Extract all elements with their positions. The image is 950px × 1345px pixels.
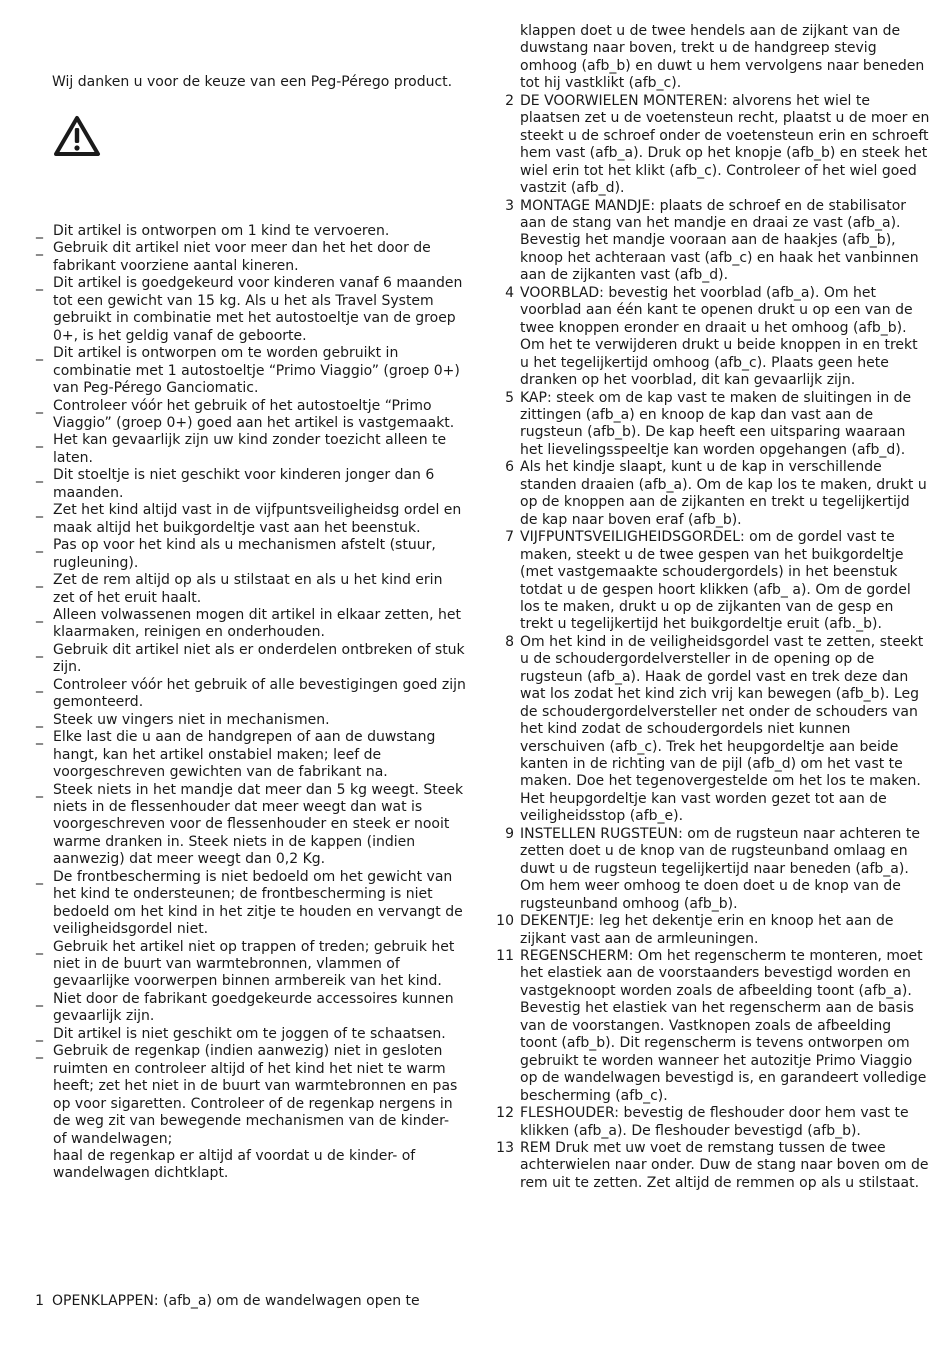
step-text: KAP: steek om de kap vast te maken de sluitingen in de zittingen (afb_a) en knoop de kap dan vast aan de rugsteun (afb_b). De kap heeft een uitsparing waaraan het lievelingsspeeltje kan worden opgehangen (afb_d). [520,389,912,458]
warning-text: Dit stoeltje is niet geschikt voor kinderen jonger dan 6 maanden. [53,467,435,501]
warning-text: Steek niets in het mandje dat meer dan 5 kg weegt. Steek niets in de flessenhouder dat meer weegt dan wat is voorgeschreven voor de flessenhouder en steek er nooit warme dranken in. Steek niets in de kappen (indien aanwezig) dat meer weegt dan 0,2 Kg. [53,781,464,868]
step-number: 13 [496,1140,514,1156]
step-item [490,1140,930,1192]
bullet-dash: _ [36,868,43,885]
step-item [490,390,930,460]
bullet-dash: _ [36,606,43,623]
warning-text: Dit artikel is ontworpen om 1 kind te vervoeren. [53,223,390,239]
warning-item [36,223,466,240]
bullet-dash: _ [36,676,43,693]
step-item [490,1105,930,1140]
bullet-dash: _ [36,467,43,484]
step-item [490,826,930,913]
step-item [34,1293,464,1310]
warning-item [36,782,466,869]
step-text: Als het kindje slaapt, kunt u de kap in verschillende standen draaien (afb_a). Om de kap los te maken, drukt u op de knoppen aan de zijkanten en trekt u tegelijkertijd de kap naar boven eraf (afb_b). [520,459,927,528]
warning-item [36,275,466,345]
step-number: 10 [496,913,514,930]
warning-item [36,642,466,677]
warning-text: Gebruik dit artikel niet als er onderdelen ontbreken of stuk zijn. [53,641,465,676]
step-text: VOORBLAD: bevestig het voorblad (afb_a). Om het voorblad aan één kant te openen drukt u op een van de twee knoppen eronder en draait u het omhoog (afb_b). Om het te verwijderen drukt u beide knoppen in en trekt u het tegelijkertijd omhoog (afb_c). Plaats geen hete dranken op het voorblad, dit kan gevaarlijk zijn. [520,284,918,389]
warning-item [36,398,466,433]
step-item [490,459,930,529]
steps-list-column-1 [34,1293,464,1310]
warning-item [36,537,466,572]
bullet-dash: _ [36,572,43,589]
step-text: klappen doet u de twee hendels aan de zijkant van de duwstang naar boven, trekt u de handgreep stevig omhoog (afb_b) en duwt u hem vervolgens naar beneden tot hij vastklikt (afb_c). [520,23,925,92]
step-text: Om het kind in de veiligheidsgordel vast te zetten, steekt u de schoudergordelversteller in de opening op de rugsteun (afb_a). Haak de gordel vast en trek deze dan wat los zodat het kind zich vrij kan bewegen (afb_b). Leg de schoudergordelversteller net onder de schouders van het kind zodat de schoudergordels niet kunnen verschuiven (afb_c). Trek het heupgordeltje aan beide kanten in de richting van de pijl (afb_d) om het vast te maken. Doe het tegenovergestelde om het los te maken. Het heupgordeltje kan vast worden gezet tot aan de veiligheidsstop (afb_e). [520,633,924,825]
warning-item [36,939,466,991]
bullet-dash: _ [36,781,43,798]
step-number: 1 [35,1293,44,1309]
step-text: DEKENTJE: leg het dekentje erin en knoop het aan de zijkant vast aan de armleuningen. [520,913,894,947]
warning-text: Dit artikel is ontworpen om te worden gebruikt in combinatie met 1 autostoeltje “Primo Viaggio” (groep 0+) van Peg-Pérego Ganciomatic. [53,345,460,397]
step-item [490,634,930,826]
step-item [490,529,930,634]
warning-text: Het kan gevaarlijk zijn uw kind zonder toezicht alleen te laten. [53,432,447,466]
bullet-dash: _ [36,711,43,728]
step-text: MONTAGE MANDJE: plaats de schroef en de stabilisator aan de stang van het mandje en draai ze vast (afb_a). Bevestig het mandje vooraan aan de haakjes (afb_b), knoop het achteraan vast (afb_c) en haak het vanbinnen aan de zijkanten vast (afb_d). [520,197,919,284]
step-text-continued: Om hem weer omhoog te doen doet u de knop van de rugsteunband omhoog (afb_b). [520,878,901,912]
bullet-dash: _ [36,223,43,239]
warning-item [36,345,466,397]
warning-text: Alleen volwassenen mogen dit artikel in elkaar zetten, het klaarmaken, reinigen en onderhouden. [53,606,461,641]
bullet-dash: _ [36,275,43,292]
step-text: FLESHOUDER: bevestig de fleshouder door hem vast te klikken (afb_a). De fleshouder bevestigd (afb_b). [520,1105,909,1139]
warning-text: Elke last die u aan de handgrepen of aan de duwstang hangt, kan het artikel onstabiel maken; leef de voorgeschreven gewichten van de fabrikant na. [53,729,436,781]
warning-item [36,607,466,642]
warning-text: Niet door de fabrikant goedgekeurde accessoires kunnen gevaarlijk zijn. [53,990,454,1025]
step-item [490,93,930,198]
bullet-dash: _ [36,502,43,519]
step-number: 7 [505,529,514,546]
bullet-dash: _ [36,397,43,414]
warning-item [36,1043,466,1148]
warning-text: Gebruik de regenkap (indien aanwezig) niet in gesloten ruimten en controleer altijd of het kind het niet te warm heeft; zet het niet in de buurt van warmtebronnen en pas op voor sigaretten. Controleer of de regenkap nergens in de weg zit van bewegende mechanismen van de kinder- of wandelwagen; [53,1043,458,1147]
warning-item [36,572,466,607]
step-item [490,23,930,93]
warning-text: Steek uw vingers niet in mechanismen. [53,711,330,728]
warning-text: Gebruik dit artikel niet voor meer dan het het door de fabrikant voorziene aantal kineren. [53,240,431,274]
warning-item [36,677,466,712]
step-item [490,285,930,390]
bullet-dash: _ [36,240,43,257]
warning-item [36,712,466,729]
bullet-dash: _ [36,938,43,955]
step-number: 6 [505,459,514,476]
intro-text: Wij danken u voor de keuze van een Peg-Pérego product. [52,74,453,90]
bullet-dash: _ [36,1025,43,1042]
step-text: VIJFPUNTSVEILIGHEIDSGORDEL: om de gordel vast te maken, steekt u de twee gespen van het buikgordeltje (met vastgemaakte schoudergordels) in het beenstuk totdat u de gespen hoort klikken (afb_ a). Om de gordel los te maken, drukt u op de zijkanten van de gesp en trekt u tegelijkertijd het buikgordeltje eruit (afb._b). [520,529,911,633]
step-number: 8 [505,633,514,650]
warning-text: De frontbescherming is niet bedoeld om het gewicht van het kind te ondersteunen; de frontbescherming is niet bedoeld om het kind in het zitje te houden en vervangt de veiligheidsgordel niet. [53,868,463,938]
step-text: REM Druk met uw voet de remstang tussen de twee achterwielen naar onder. Duw de stang naar boven om de rem uit te zetten. Zet altijd de remmen op als u stilstaat. [520,1140,929,1191]
warning-text: Dit artikel is niet geschikt om te joggen of te schaatsen. [53,1025,446,1042]
steps-list-column-2 [490,23,930,1192]
step-item [490,913,930,948]
step-text: INSTELLEN RUGSTEUN: om de rugsteun naar achteren te zetten doet u de knop van de rugsteunband omlaag en duwt u de rugsteun tegelijkertijd naar beneden (afb_a). [520,825,920,877]
step-item [490,948,930,1105]
warning-text: Zet de rem altijd op als u stilstaat en als u het kind erin zet of het eruit haalt. [53,572,443,606]
warning-item [36,991,466,1026]
step-number: 11 [496,948,514,965]
warning-triangle-icon [53,115,101,157]
warning-item [36,869,466,939]
warnings-list [36,223,466,1183]
warning-text: Zet het kind altijd vast in de vijfpuntsveiligheidsg ordel en maak altijd het buikgordeltje vast aan het beenstuk. [53,502,462,536]
step-number: 2 [505,92,514,109]
step-text: DE VOORWIELEN MONTEREN: alvorens het wiel te plaatsen zet u de voetensteun recht, plaatst u de moer en steekt u de schroef onder de voetensteun erin en schroeft hem vast (afb_a). Druk op het knopje (afb_b) en steek het wiel erin tot het klikt (afb_c). Controleer of het wiel goed vastzit (afb_d). [520,92,930,197]
warning-item [36,1026,466,1043]
bullet-dash: _ [36,729,43,746]
bullet-dash: _ [36,641,43,658]
warning-text: haal de regenkap er altijd af voordat u de kinder- of wandelwagen dichtklapt. [53,1148,416,1182]
warning-item [36,1148,466,1183]
bullet-dash: _ [36,990,43,1007]
bullet-dash: _ [36,345,43,362]
step-number: 12 [496,1105,514,1122]
step-text: REGENSCHERM: Om het regenscherm te monteren, moet het elastiek aan de voorstaanders bevestigd worden en vastgeknoopt worden zoals de afbeelding toont (afb_a). Bevestig het elastiek van het regenscherm aan de basis van de voorstangen. Vastknopen zoals de afbeelding toont (afb_b). Dit regenscherm is tevens ontworpen om gebruikt te worden wanneer het autozitje Primo Viaggio op de wandelwagen bevestigd is, en garandeert volledige bescherming (afb_c). [520,948,927,1104]
warning-text: Dit artikel is goedgekeurd voor kinderen vanaf 6 maanden tot een gewicht van 15 kg. Als u het als Travel System gebruikt in combinatie met het autostoeltje van de groep 0+, is het geldig vanaf de geboorte. [53,275,463,344]
bullet-dash: _ [36,1043,43,1060]
warning-text: Controleer vóór het gebruik of alle bevestigingen goed zijn gemonteerd. [53,676,466,711]
warning-text: Gebruik het artikel niet op trappen of treden; gebruik het niet in de buurt van warmtebronnen, vlammen of gevaarlijke voorwerpen binnen armbereik van het kind. [53,938,455,990]
step-number: 9 [505,825,514,842]
warning-item [36,467,466,502]
step-item [490,198,930,285]
step-number: 5 [505,389,514,406]
warning-item [36,240,466,275]
warning-item [36,729,466,781]
step-text: OPENKLAPPEN: (afb_a) om de wandelwagen open te [52,1293,420,1309]
warning-item [36,432,466,467]
warning-text: Controleer vóór het gebruik of het autostoeltje “Primo Viaggio” (groep 0+) goed aan het artikel is vastgemaakt. [53,397,455,431]
step-number: 3 [505,197,514,214]
warning-text: Pas op voor het kind als u mechanismen afstelt (stuur, rugleuning). [53,537,436,571]
warning-item [36,502,466,537]
bullet-dash: _ [36,537,43,554]
step-number: 4 [505,284,514,301]
bullet-dash: _ [36,432,43,449]
